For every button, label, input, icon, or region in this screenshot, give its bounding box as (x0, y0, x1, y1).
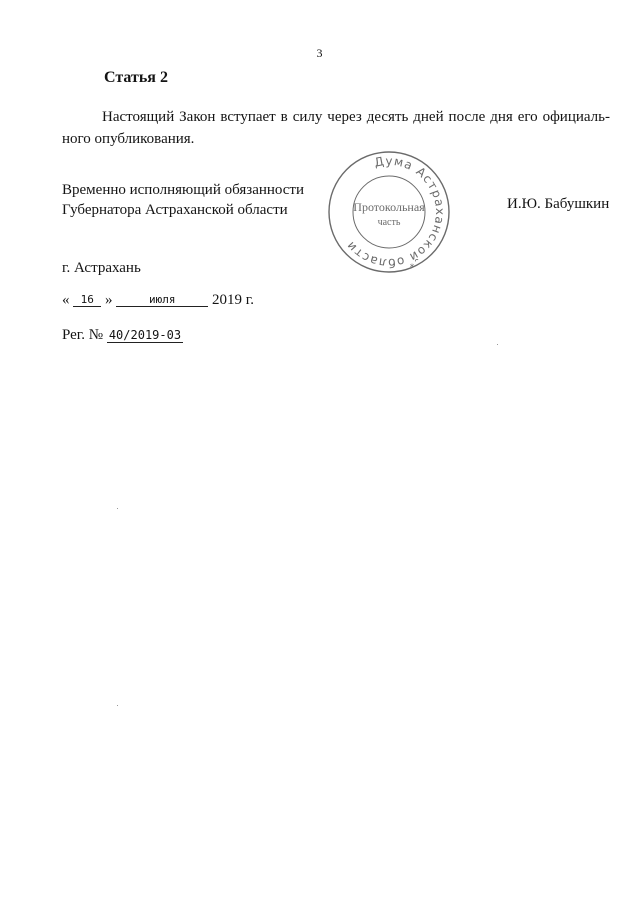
position-line-2: Губернатора Астраханской области (62, 202, 288, 218)
scan-speck (117, 705, 118, 706)
signatory-position (62, 180, 304, 220)
reg-number-field: 40/2019-03 (108, 328, 182, 342)
date-month-field: июля (116, 293, 208, 307)
law-paragraph (62, 106, 610, 150)
article-title: Статья 2 (104, 69, 168, 86)
stamp-center-line-1: Протокольная (353, 200, 425, 214)
stamp-center-line-2: часть (377, 217, 401, 228)
paragraph-line-2: ного опубликования. (62, 131, 195, 147)
city-name: г. Астрахань (62, 260, 141, 276)
official-seal-stamp (327, 150, 451, 274)
page-number: 3 (316, 46, 323, 60)
paragraph-line-1: Настоящий Закон вступает в силу через десять дней после дня его официаль- (102, 109, 610, 125)
signing-date (62, 292, 254, 309)
date-open-quote: « (62, 292, 70, 308)
signer-name: И.Ю. Бабушкин (507, 196, 610, 212)
date-year: 2019 г. (212, 292, 254, 308)
stamp-star: * (409, 263, 415, 273)
registration-number (62, 327, 183, 344)
position-line-1: Временно исполняющий обязанности (62, 182, 305, 198)
scan-speck (497, 344, 498, 345)
reg-label: Рег. № (62, 327, 104, 343)
stamp-ring-text: Дума Астраханской области (343, 153, 448, 271)
scan-speck (117, 508, 118, 509)
date-close-quote: » (105, 292, 113, 308)
date-day-field: 16 (73, 293, 101, 307)
